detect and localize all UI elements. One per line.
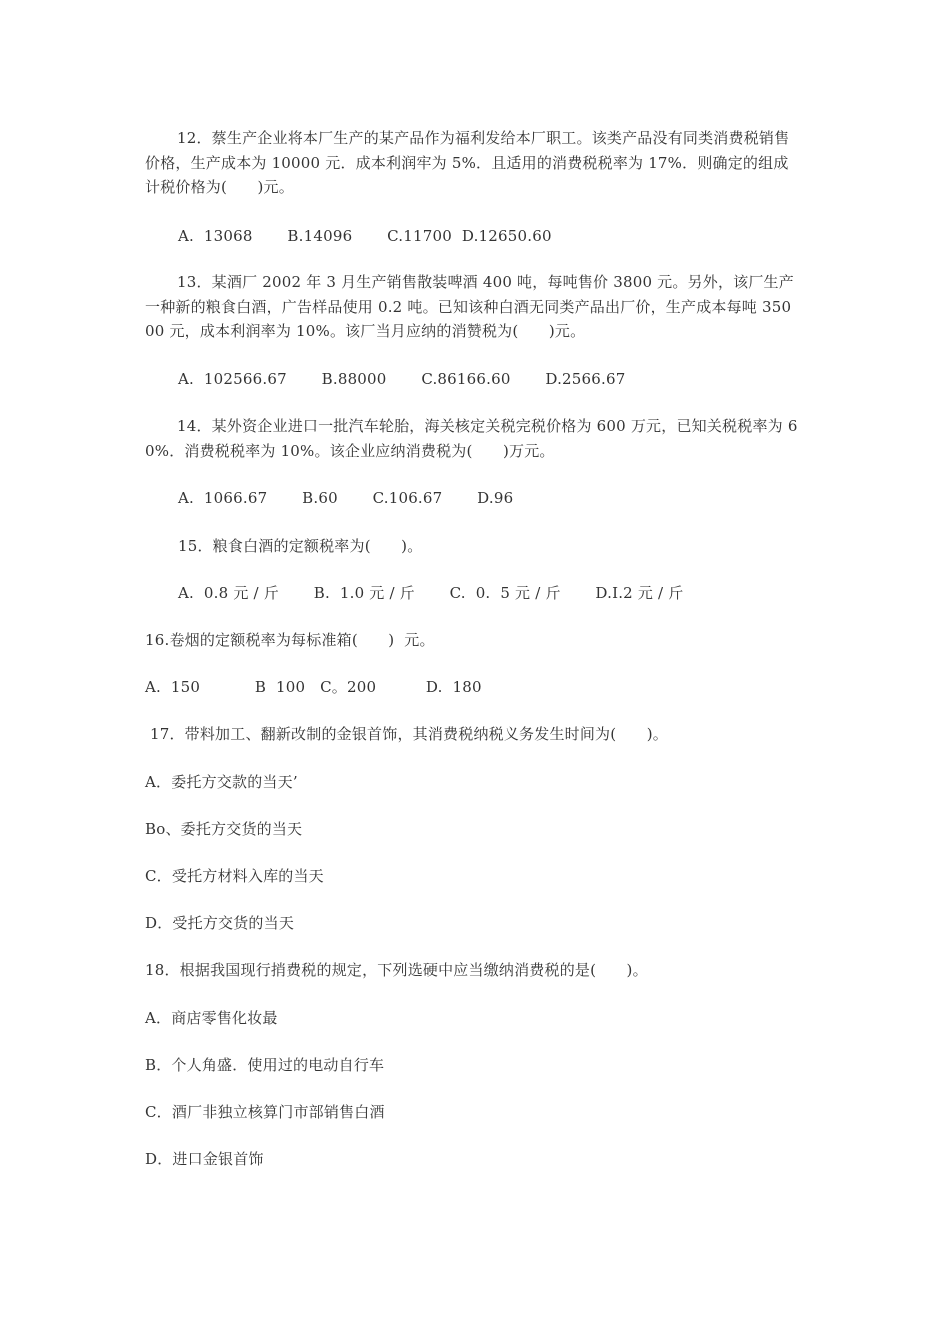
question-17-option-b: Bo、委托方交货的当天: [145, 820, 303, 838]
question-16-stem: 16.卷烟的定额税率为每标准箱( ) 元。: [145, 631, 435, 649]
question-17-option-c: C．受托方材料入库的当天: [145, 867, 324, 885]
question-17-option-d: D．受托方交货的当天: [145, 914, 295, 932]
question-12-options: A. 13068 B.14096 C.11700 D.12650.60: [178, 227, 552, 245]
question-13-stem: 13．某酒厂 2002 年 3 月生产销售散装啤酒 400 吨，每吨售价 3800 元。另外，该厂生产一种新的粮食白酒，广告样品使用 0.2 吨。已知该种白酒无同类产品出厂价，生产成本每吨 35000 元，成本利润率为 10%。该厂当月应纳的消赞税为( )元。: [145, 273, 794, 340]
question-18-option-a: A．商店零售化妆最: [145, 1009, 278, 1027]
question-15-options: A. 0.8 元 / 斤 B. 1.0 元 / 斤 C. 0. 5 元 / 斤 D.I.2 元 / 斤: [178, 584, 684, 602]
question-16-options: A. 150 B 100 C。200 D. 180: [145, 678, 482, 696]
question-14-options: A. 1066.67 B.60 C.106.67 D.96: [178, 489, 514, 507]
question-14-stem: 14．某外资企业进口一批汽车轮胎，海关核定关税完税价格为 600 万元，已知关税税率为 60%．消费税税率为 10%。该企业应纳消费税为( )万元。: [145, 417, 798, 460]
question-13-options: A. 102566.67 B.88000 C.86166.60 D.2566.67: [178, 370, 626, 388]
question-18-option-c: C．酒厂非独立核算门市部销售白酒: [145, 1103, 385, 1121]
question-15-stem: 15．粮食白酒的定额税率为( )。: [178, 537, 423, 555]
question-17-stem: 17．带料加工、翻新改制的金银首饰，其消费税纳税义务发生时间为( )。: [145, 725, 668, 743]
question-17-option-a: A．委托方交款的当天’: [145, 773, 298, 791]
question-18-option-b: B．个人角盛．使用过的电动自行车: [145, 1056, 385, 1074]
question-12-stem: 12．蔡生产企业将本厂生产的某产品作为福利发给本厂职工。该类产品没有同类消费税销售价格，生产成本为 10000 元．成本利润牢为 5%．且适用的消费税税率为 17%．则确定的组成计税价格为( )元。: [145, 129, 790, 196]
question-18-stem: 18．根据我国现行捎费税的规定，下列选硬中应当缴纳消费税的是( )。: [145, 961, 648, 979]
question-18-option-d: D．进口金银首饰: [145, 1150, 264, 1168]
